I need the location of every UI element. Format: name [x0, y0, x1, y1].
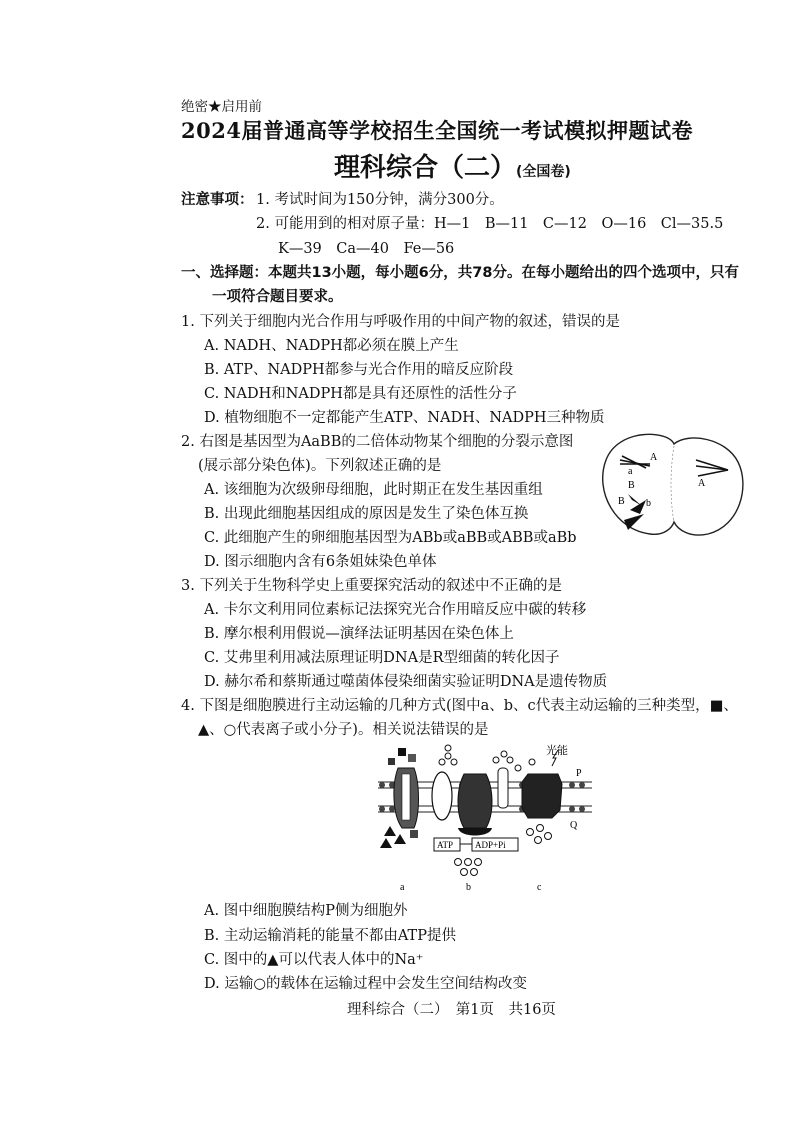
secret-label: 绝密★启用前 — [181, 99, 262, 115]
section-heading-2: 一项符合题目要求。 — [212, 289, 343, 305]
question-3-option-d: D. 赫尔希和蔡斯通过噬菌体侵染细菌实验证明DNA是遗传物质 — [204, 674, 608, 690]
fig1-label-a: a — [628, 466, 633, 477]
question-3-stem: 3. 下列关于生物科学史上重要探究活动的叙述中不正确的是 — [181, 578, 562, 594]
question-3-option-c: C. 艾弗里利用减法原理证明DNA是R型细菌的转化因子 — [204, 650, 560, 666]
question-1-stem: 1. 下列关于细胞内光合作用与呼吸作用的中间产物的叙述，错误的是 — [181, 314, 620, 330]
question-2-option-c: C. 此细胞产生的卵细胞基因型为ABb或aBB或ABB或aBb — [204, 530, 577, 546]
question-4-option-a: A. 图中细胞膜结构P侧为细胞外 — [204, 903, 408, 919]
question-4-option-d: D. 运输○的载体在运输过程中会发生空间结构改变 — [204, 976, 527, 992]
fig2-type-b: b — [466, 882, 471, 892]
question-2-option-b: B. 出现此细胞基因组成的原因是发生了染色体互换 — [204, 506, 529, 522]
section-heading: 一、选择题：本题共13小题，每小题6分，共78分。在每小题给出的四个选项中，只有 — [181, 265, 739, 281]
question-2-stem: 2. 右图是基因型为AaBB的二倍体动物某个细胞的分裂示意图 — [181, 434, 574, 450]
note-item-2b: K—39 Ca—40 Fe—56 — [278, 241, 455, 257]
question-4-option-c: C. 图中的▲可以代表人体中的Na⁺ — [204, 952, 424, 968]
fig2-q-label: Q — [570, 820, 578, 831]
question-1-option-d: D. 植物细胞不一定都能产生ATP、NADH、NADPH三种物质 — [204, 410, 605, 426]
fig2-type-a: a — [400, 882, 405, 892]
membrane-transport-figure — [372, 744, 604, 892]
fig1-label-B2: B — [618, 496, 625, 507]
cell-division-figure — [598, 430, 750, 542]
fig2-type-c: c — [537, 882, 542, 892]
question-2-option-d: D. 图示细胞内含有6条姐妹染色单体 — [204, 554, 437, 570]
question-2-option-a: A. 该细胞为次级卵母细胞，此时期正在发生基因重组 — [204, 482, 543, 498]
question-1-option-a: A. NADH、NADPH都必须在膜上产生 — [204, 338, 459, 354]
fig1-label-b: b — [646, 498, 651, 509]
exam-subtitle — [334, 153, 571, 187]
fig2-light-label: 光能 — [546, 745, 568, 757]
fig1-label-B1: B — [628, 480, 635, 491]
fig2-adp-label: ADP+Pi — [475, 840, 506, 850]
page-footer: 理科综合（二） 第1页 共16页 — [347, 1002, 556, 1018]
question-4-option-b: B. 主动运输消耗的能量不都由ATP提供 — [204, 928, 456, 944]
note-item-2: 2. 可能用到的相对原子量：H—1 B—11 C—12 O—16 Cl—35.5 — [256, 216, 724, 232]
note-item-1: 1. 考试时间为150分钟，满分300分。 — [256, 192, 504, 208]
question-1-option-c: C. NADH和NADPH都是具有还原性的活性分子 — [204, 386, 517, 402]
question-4-stem-2: ▲、○代表离子或小分子)。相关说法错误的是 — [198, 722, 489, 738]
subtitle-main: 理科综合（二） — [334, 153, 517, 183]
fig2-atp-label: ATP — [437, 840, 454, 850]
question-2-stem-2: (展示部分染色体)。下列叙述正确的是 — [198, 458, 442, 474]
fig1-label-A: A — [650, 452, 658, 463]
question-4-stem: 4. 下图是细胞膜进行主动运输的几种方式(图中a、b、c代表主动运输的三种类型，■、 — [181, 698, 738, 714]
fig1-label-A2: A — [698, 478, 706, 489]
question-3-option-b: B. 摩尔根利用假说—演绎法证明基因在染色体上 — [204, 626, 514, 642]
fig2-p-label: P — [576, 768, 582, 779]
question-1-option-b: B. ATP、NADPH都参与光合作用的暗反应阶段 — [204, 362, 514, 378]
notes-label: 注意事项： — [181, 192, 254, 208]
question-3-option-a: A. 卡尔文利用同位素标记法探究光合作用暗反应中碳的转移 — [204, 602, 587, 618]
subtitle-note: (全国卷) — [516, 164, 571, 180]
exam-title: 2024届普通高等学校招生全国统一考试模拟押题试卷 — [181, 118, 693, 143]
